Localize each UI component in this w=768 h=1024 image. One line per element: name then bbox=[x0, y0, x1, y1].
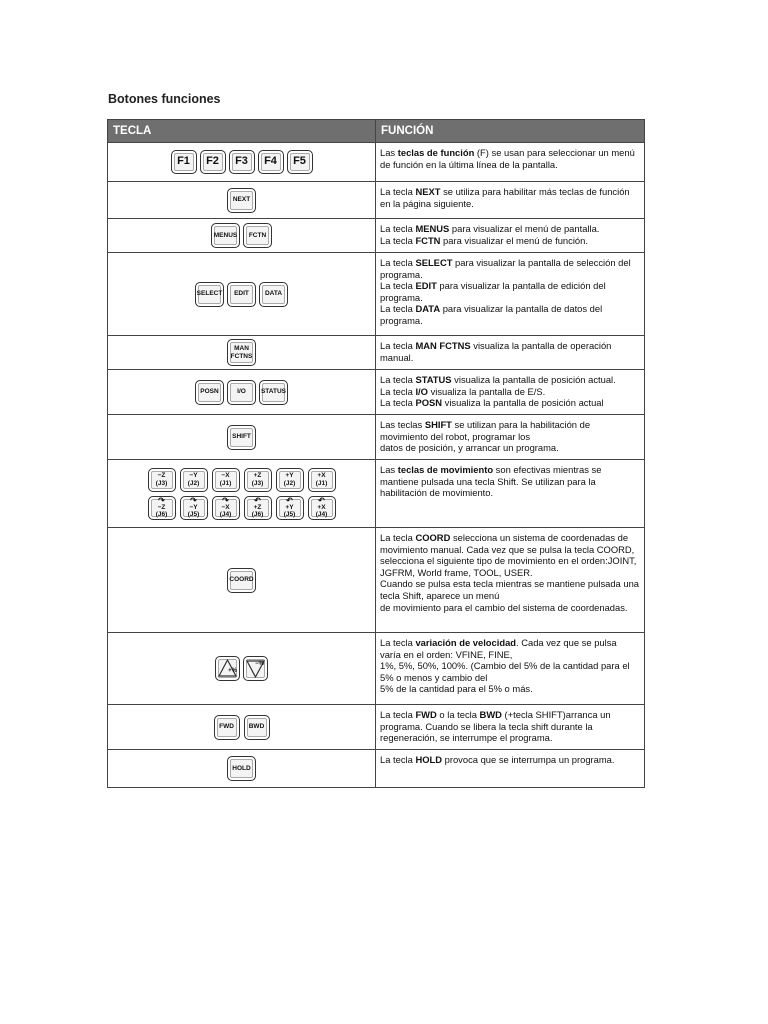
bwd-key: BWD bbox=[244, 715, 270, 740]
jog-key: −X (J1) bbox=[212, 468, 240, 492]
table-row bbox=[108, 460, 645, 528]
jog-key: −Y (J2) bbox=[180, 468, 208, 492]
description-text: provoca que se interrumpa un programa. bbox=[442, 754, 615, 765]
table-row bbox=[108, 750, 645, 788]
function-description bbox=[376, 528, 645, 633]
table-row bbox=[108, 633, 645, 705]
description-text: Cuando se pulsa esta tecla mientras se mantiene pulsada una tecla Shift, aparece un menú bbox=[380, 578, 640, 601]
key-name-bold: COORD bbox=[415, 532, 451, 543]
description-text: visualiza la pantalla de operación manual. bbox=[380, 340, 612, 363]
table-row bbox=[108, 182, 645, 219]
function-description bbox=[376, 336, 645, 370]
key-cell bbox=[108, 370, 376, 415]
speed-up-key: +% bbox=[215, 656, 240, 681]
shift-key: SHIFT bbox=[227, 425, 256, 450]
function-description bbox=[376, 370, 645, 415]
key-name-bold: STATUS bbox=[415, 374, 452, 385]
description-text: para visualizar el menú de pantalla. bbox=[449, 223, 600, 234]
function-description bbox=[376, 633, 645, 705]
key-name-bold: SHIFT bbox=[424, 419, 452, 430]
rotate-arrow-icon: ↷ bbox=[222, 495, 229, 505]
function-keys-table bbox=[107, 119, 645, 788]
key-name-bold: FWD bbox=[415, 709, 437, 720]
rotate-jog-key: ↶ +Y (J5) bbox=[276, 496, 304, 520]
table-row bbox=[108, 143, 645, 182]
jog-key: +Z (J3) bbox=[244, 468, 272, 492]
description-text: para visualizar la pantalla de selección del programa. bbox=[380, 257, 631, 280]
description-text: La tecla bbox=[380, 637, 416, 648]
key-name-bold: SELECT bbox=[415, 257, 453, 268]
io-key: I/O bbox=[227, 380, 256, 405]
table-row bbox=[108, 705, 645, 750]
key-name-bold: teclas de movimiento bbox=[397, 464, 494, 475]
key-name-bold: MENUS bbox=[415, 223, 450, 234]
description-text: se utiliza para habilitar más teclas de función en la página siguiente. bbox=[380, 186, 630, 209]
function-description bbox=[376, 182, 645, 219]
description-text: Las teclas bbox=[380, 419, 425, 430]
description-text: . Cada vez que se pulsa varía en el orden: VFINE, FINE, bbox=[380, 637, 617, 660]
description-text: visualiza la pantalla de E/S. bbox=[427, 385, 546, 397]
description-text: La tecla bbox=[380, 709, 416, 720]
table-row bbox=[108, 219, 645, 253]
description-text: La tecla bbox=[380, 303, 416, 315]
rotate-arrow-icon: ↶ bbox=[286, 495, 293, 505]
key-cell bbox=[108, 143, 376, 182]
key-cell bbox=[108, 633, 376, 705]
description-text: La tecla bbox=[380, 280, 416, 292]
description-text: son efectivas mientras se mantiene pulsada una tecla Shift. Se utilizan para la habilitación de movimiento. bbox=[380, 464, 602, 499]
f1-key: F1 bbox=[171, 150, 197, 174]
description-text: o la tecla bbox=[436, 709, 480, 720]
function-description bbox=[376, 460, 645, 528]
key-name-bold: NEXT bbox=[415, 186, 441, 197]
jog-key: −Z (J3) bbox=[148, 468, 176, 492]
description-text: La tecla bbox=[380, 234, 416, 246]
rotate-jog-key: ↷ −X (J4) bbox=[212, 496, 240, 520]
key-name-bold: I/O bbox=[415, 385, 428, 397]
key-name-bold: variación de velocidad bbox=[415, 637, 517, 648]
function-description bbox=[376, 219, 645, 253]
description-text: La tecla bbox=[380, 374, 416, 385]
description-text: La tecla bbox=[380, 385, 416, 397]
hold-key: HOLD bbox=[227, 756, 256, 781]
description-text: visualiza la pantalla de posición actual. bbox=[451, 374, 616, 385]
rotate-arrow-icon: ↷ bbox=[190, 495, 197, 505]
description-text: 1%, 5%, 50%, 100%. (Cambio del 5% de la cantidad para el 5% o menos y cambio del bbox=[380, 660, 630, 683]
description-text: de movimiento para el cambio del sistema de coordenadas. bbox=[380, 601, 628, 613]
key-name-bold: FCTN bbox=[415, 234, 441, 246]
key-cell bbox=[108, 415, 376, 460]
key-name-bold: POSN bbox=[415, 397, 443, 409]
description-text: para visualizar la pantalla de edición del programa. bbox=[380, 280, 606, 303]
header-funcion: FUNCIÓN bbox=[376, 120, 645, 143]
f2-key: F2 bbox=[200, 150, 226, 174]
rotate-jog-key: ↷ −Y (J5) bbox=[180, 496, 208, 520]
description-text: La tecla bbox=[380, 186, 416, 197]
description-text: datos de posición, y arrancar un programa. bbox=[380, 442, 559, 454]
description-text: La tecla bbox=[380, 532, 416, 543]
rotate-arrow-icon: ↶ bbox=[254, 495, 261, 505]
description-text: Las bbox=[380, 464, 398, 475]
description-text: visualiza la pantalla de posición actual bbox=[442, 397, 604, 409]
key-cell bbox=[108, 182, 376, 219]
fwd-key: FWD bbox=[214, 715, 240, 740]
description-text: La tecla bbox=[380, 340, 416, 351]
jog-key: +Y (J2) bbox=[276, 468, 304, 492]
table-row bbox=[108, 528, 645, 633]
f3-key: F3 bbox=[229, 150, 255, 174]
menus-key: MENUS bbox=[211, 223, 240, 248]
key-name-bold: DATA bbox=[415, 303, 441, 315]
key-cell bbox=[108, 705, 376, 750]
jog-key: +X (J1) bbox=[308, 468, 336, 492]
table-row bbox=[108, 253, 645, 336]
function-description bbox=[376, 143, 645, 182]
header-tecla: TECLA bbox=[108, 120, 376, 143]
description-text: (+tecla SHIFT)arranca un programa. Cuando se libera la tecla shift durante la regeneración, se interrumpe el programa. bbox=[380, 709, 611, 744]
next-key: NEXT bbox=[227, 188, 256, 213]
key-name-bold: EDIT bbox=[415, 280, 437, 292]
function-description bbox=[376, 705, 645, 750]
description-text: Las bbox=[380, 147, 398, 158]
coord-key: COORD bbox=[227, 568, 256, 593]
fctn-key: FCTN bbox=[243, 223, 272, 248]
rotate-jog-key: ↶ +Z (J6) bbox=[244, 496, 272, 520]
f5-key: F5 bbox=[287, 150, 313, 174]
function-description bbox=[376, 253, 645, 336]
key-name-bold: BWD bbox=[479, 709, 502, 720]
edit-key: EDIT bbox=[227, 282, 256, 307]
key-cell bbox=[108, 528, 376, 633]
rotate-arrow-icon: ↷ bbox=[158, 495, 165, 505]
key-cell bbox=[108, 750, 376, 788]
key-name-bold: MAN FCTNS bbox=[415, 340, 471, 351]
function-description bbox=[376, 415, 645, 460]
description-text: (F) se usan para seleccionar un menú de función en la última línea de la pantalla. bbox=[380, 147, 635, 170]
f4-key: F4 bbox=[258, 150, 284, 174]
description-text: se utilizan para la habilitación de movimiento del robot, programar los bbox=[380, 419, 591, 442]
speed-down-key: −% bbox=[243, 656, 268, 681]
key-cell bbox=[108, 460, 376, 528]
key-cell bbox=[108, 253, 376, 336]
rotate-jog-key: ↶ +X (J4) bbox=[308, 496, 336, 520]
key-name-bold: HOLD bbox=[415, 754, 443, 765]
jog-keys-grid bbox=[112, 468, 371, 520]
description-text: 5% de la cantidad para el 5% o más. bbox=[380, 683, 533, 695]
rotate-jog-key: ↷ −Z (J6) bbox=[148, 496, 176, 520]
description-text: La tecla bbox=[380, 223, 416, 234]
page-title: Botones funciones bbox=[108, 92, 221, 106]
table-row bbox=[108, 336, 645, 370]
key-name-bold: teclas de función bbox=[397, 147, 475, 158]
posn-key: POSN bbox=[195, 380, 224, 405]
table-header-row bbox=[108, 120, 645, 143]
description-text: La tecla bbox=[380, 754, 416, 765]
description-text: La tecla bbox=[380, 257, 416, 268]
description-text: selecciona un sistema de coordenadas de movimiento manual. Cada vez que se pulsa la tecla COORD, selecciona el siguiente tipo de movimiento en el orden:JOINT, JGFRM, World frame, TOOL, USER. bbox=[380, 532, 637, 578]
description-text: para visualizar la pantalla de datos del programa. bbox=[380, 303, 603, 326]
description-text: La tecla bbox=[380, 397, 416, 409]
key-cell bbox=[108, 336, 376, 370]
function-description bbox=[376, 750, 645, 788]
select-key: SELECT bbox=[195, 282, 224, 307]
rotate-arrow-icon: ↶ bbox=[318, 495, 325, 505]
table-row bbox=[108, 415, 645, 460]
data-key: DATA bbox=[259, 282, 288, 307]
key-cell bbox=[108, 219, 376, 253]
man-fctns-key: MAN FCTNS bbox=[227, 339, 256, 366]
status-key: STATUS bbox=[259, 380, 288, 405]
table-row bbox=[108, 370, 645, 415]
description-text: para visualizar el menú de función. bbox=[440, 234, 588, 246]
